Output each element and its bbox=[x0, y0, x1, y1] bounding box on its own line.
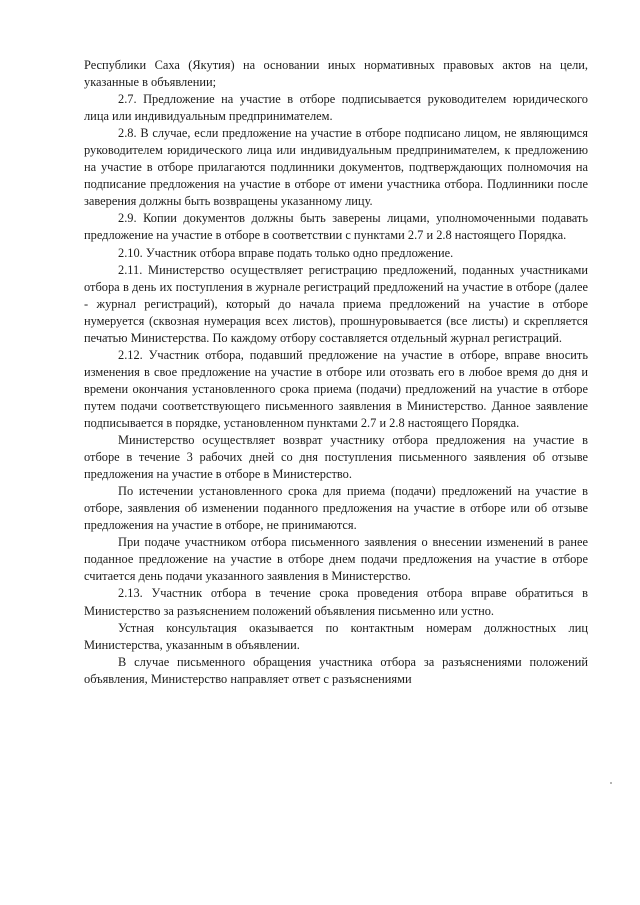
paragraph-changes: При подаче участником отбора письменного заявления о внесении изменений в ранее поданное предложение на участие в отборе днем подачи предложения на участие в отборе считается день подачи указанного заявления в Министерство. bbox=[84, 535, 588, 584]
paragraph-oral-consultation: Устная консультация оказывается по контактным номерам должностных лиц Министерства, указанным в объявлении. bbox=[84, 620, 588, 652]
paragraph-return: Министерство осуществляет возврат участнику отбора предложения на участие в отборе в течение 3 рабочих дней со дня поступления письменного заявления об отзыве предложения на участие в отборе в Министерство. bbox=[84, 433, 588, 482]
paragraph-2-12: 2.12. Участник отбора, подавший предложение на участие в отборе, вправе вносить изменения в свое предложение на участие в отборе или отозвать его в любое время до дня и времени окончания установленного срока приема (подачи) предложений на участие в отборе путем подачи соответствующего письменного заявления в Министерство. Данное заявление подписывается в порядке, установленном пунктами 2.7 и 2.8 настоящего Порядка. bbox=[84, 347, 588, 430]
paragraph-2-7: 2.7. Предложение на участие в отборе подписывается руководителем юридического лица или индивидуальным предпринимателем. bbox=[84, 92, 588, 124]
paragraph-2-8: 2.8. В случае, если предложение на участие в отборе подписано лицом, не являющимся руководителем юридического лица или индивидуальным предпринимателем, к предложению на участие в отборе прилагаются подлинники документов, подтверждающих полномочия на подписание предложения на участие в отборе от имени участника отбора. Подлинники после заверения должны быть возвращены указанному лицу. bbox=[84, 126, 588, 209]
paragraph-2-13: 2.13. Участник отбора в течение срока проведения отбора вправе обратиться в Министерство за разъяснением положений объявления письменно или устно. bbox=[84, 586, 588, 618]
scan-speck bbox=[610, 782, 612, 784]
document-body bbox=[84, 57, 588, 688]
paragraph-2-9: 2.9. Копии документов должны быть заверены лицами, уполномоченными подавать предложение на участие в отборе в соответствии с пунктами 2.7 и 2.8 настоящего Порядка. bbox=[84, 211, 588, 243]
paragraph-written-request: В случае письменного обращения участника отбора за разъяснениями положений объявления, Министерство направляет ответ с разъяснениями bbox=[84, 654, 588, 686]
paragraph-continuation: Республики Саха (Якутия) на основании иных нормативных правовых актов на цели, указанные в объявлении; bbox=[84, 58, 588, 90]
paragraph-deadline: По истечении установленного срока для приема (подачи) предложений на участие в отборе, заявления об изменении поданного предложения на участие в отборе или об отзыве предложения на участие в отборе, не принимаются. bbox=[84, 484, 588, 533]
paragraph-2-11: 2.11. Министерство осуществляет регистрацию предложений, поданных участниками отбора в день их поступления в журнале регистраций предложений на участие в отборе (далее - журнал регистраций), который до начала приема предложений на участие в отборе нумеруется (сквозная нумерация всех листов), прошнуровывается (все листы) и скрепляется печатью Министерства. По каждому отбору составляется отдельный журнал регистраций. bbox=[84, 262, 588, 345]
paragraph-2-10: 2.10. Участник отбора вправе подать только одно предложение. bbox=[118, 245, 454, 260]
